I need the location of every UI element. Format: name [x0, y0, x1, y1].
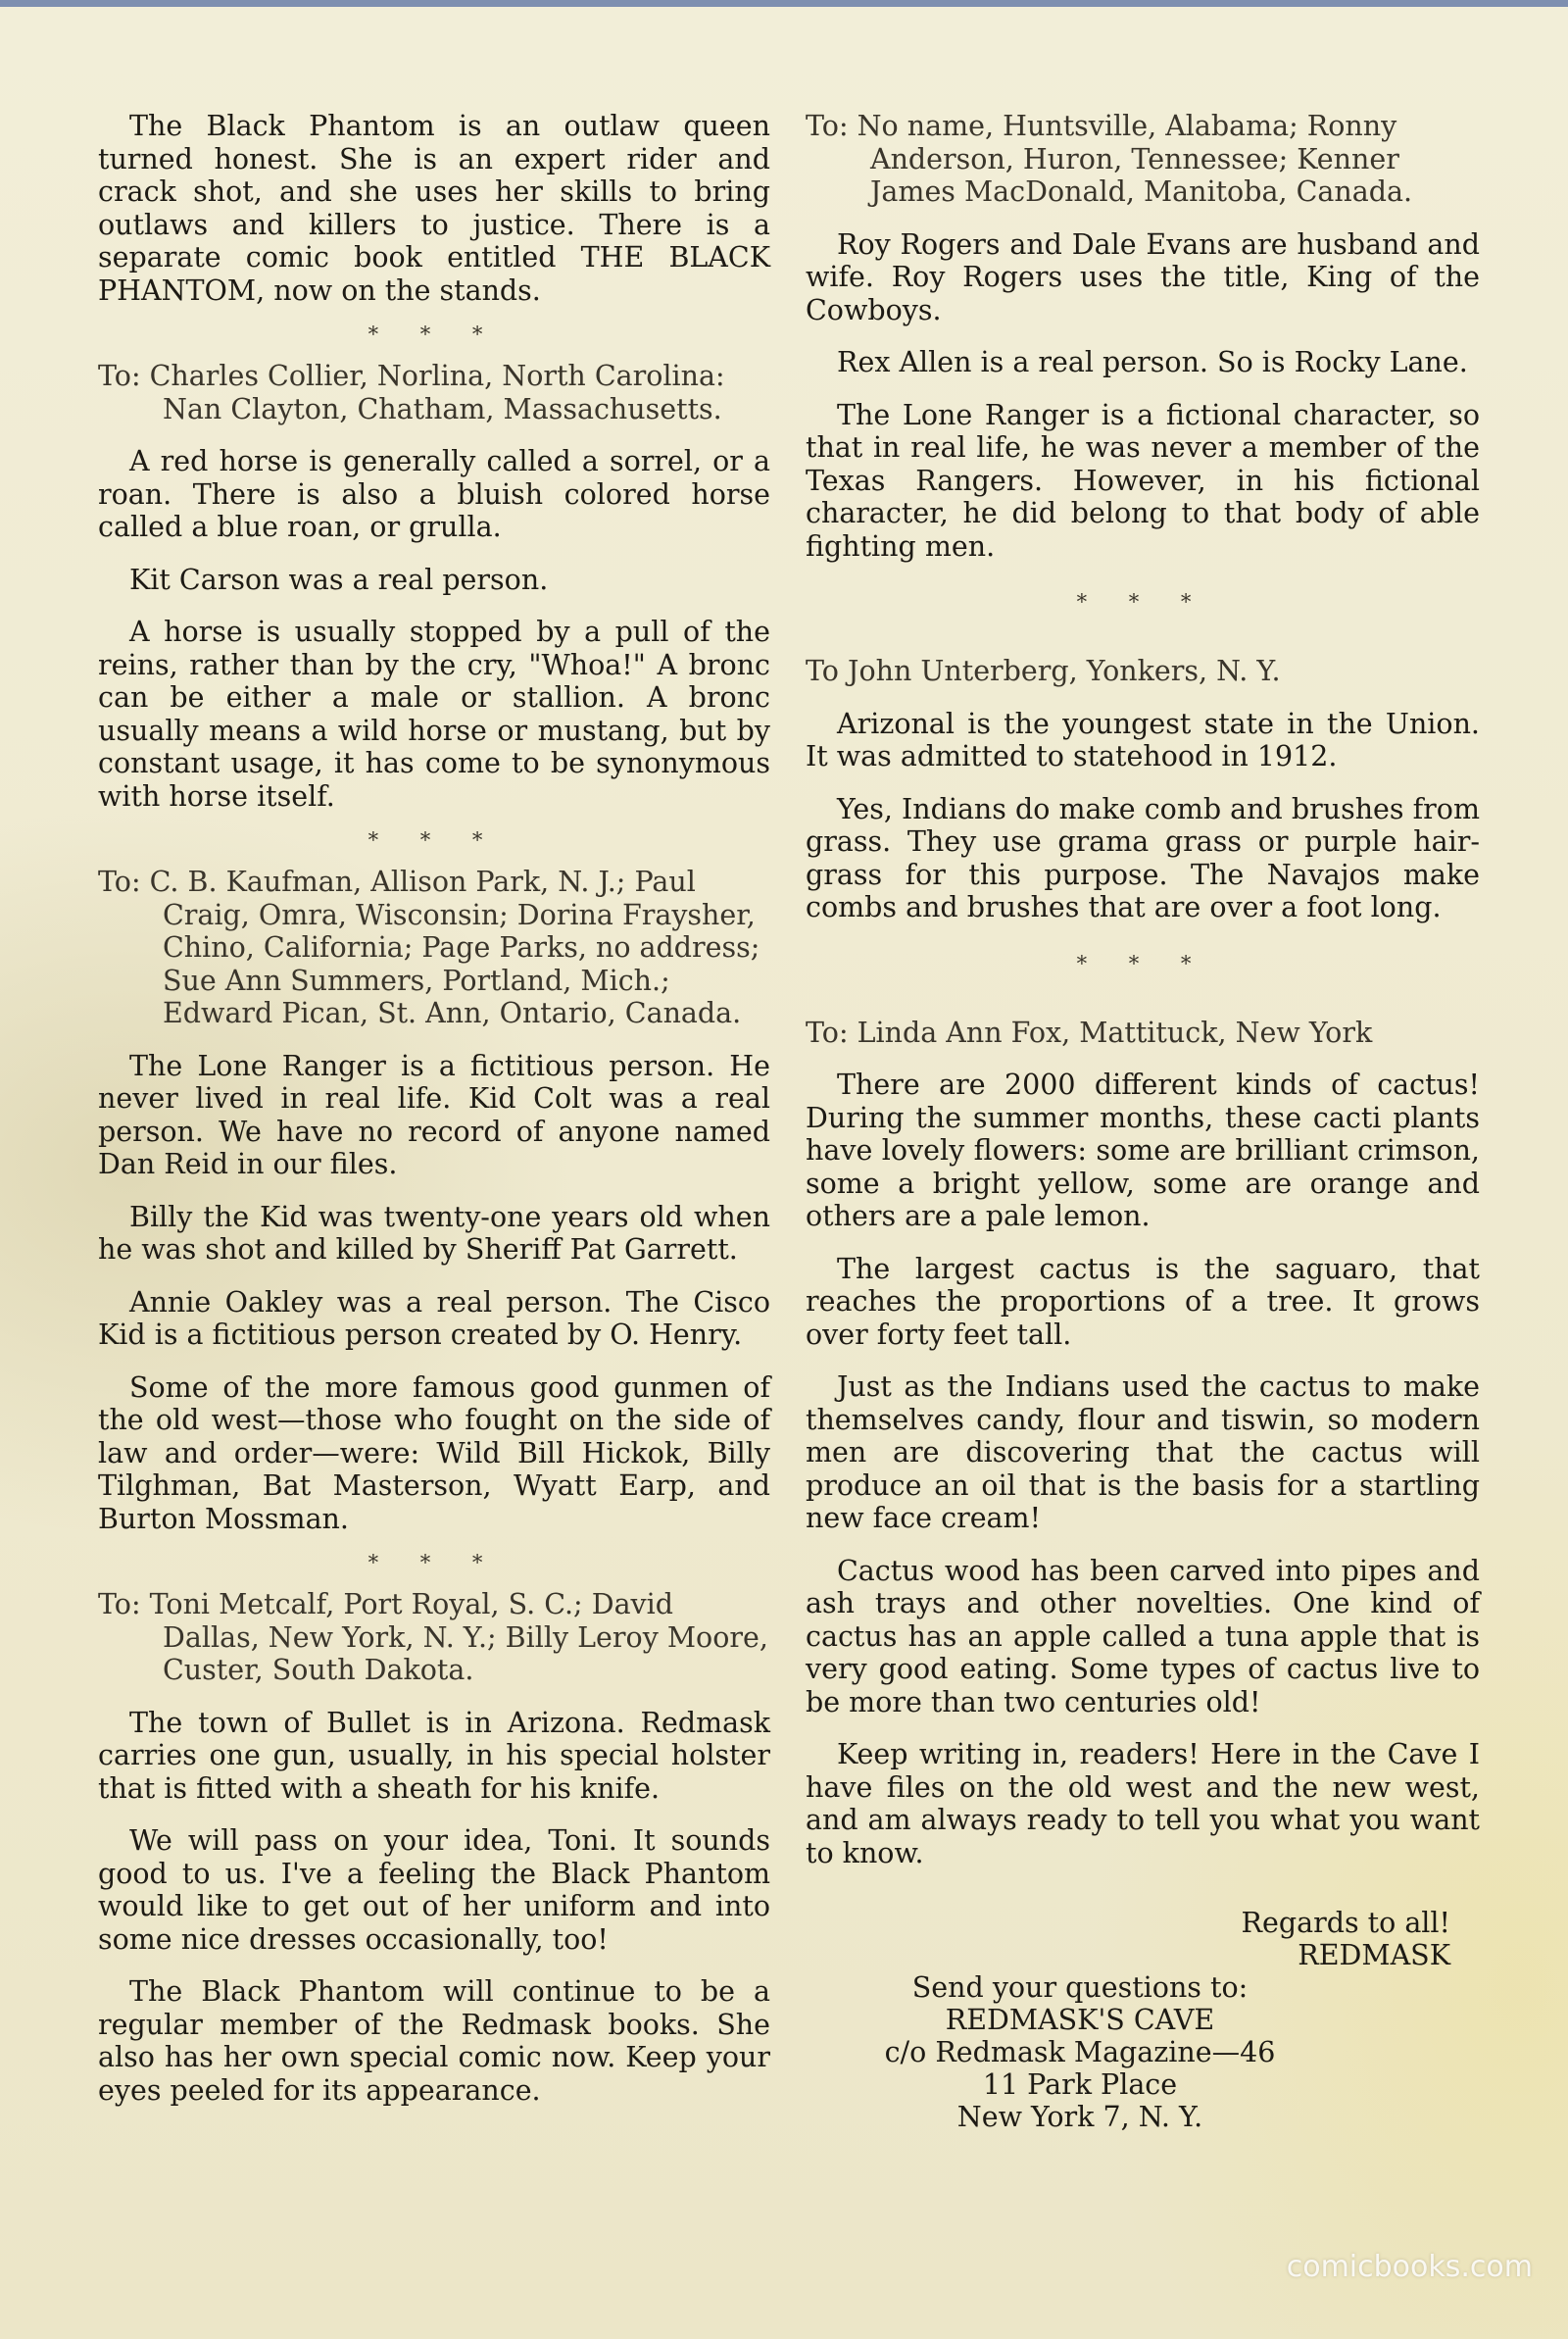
paragraph-bronc: A horse is usually stopped by a pull of the reins, rather than by the cry, "Whoa!" A bronc can be either a male or stallion. A bronc usually means a wild horse or mustang, but by constant usage, it has come to be synonymous with horse itself. — [98, 616, 770, 813]
paragraph-saguaro: The largest cactus is the saguaro, that reaches the proportions of a tree. It grows over forty feet tall. — [806, 1252, 1480, 1351]
page-top-edge — [0, 0, 1568, 7]
letter-recipients: To: Charles Collier, Norlina, North Carolina: Nan Clayton, Chatham, Massachusetts. — [98, 360, 725, 425]
paragraph-arizona: Arizonal is the youngest state in the Union. It was admitted to statehood in 1912. — [806, 707, 1480, 772]
letter-recipients: To: Toni Metcalf, Port Royal, S. C.; David Dallas, New York, N. Y.; Billy Leroy Moore, Custer, South Dakota. — [98, 1588, 768, 1686]
paragraph-indian-combs: Yes, Indians do make comb and brushes from grass. They use grama grass or purple hair-grass for this purpose. The Navajos make combs and brushes that are over a foot long. — [806, 792, 1480, 923]
paragraph-black-phantom: The Black Phantom is an outlaw queen turned honest. She is an expert rider and crack shot, and she uses her skills to bring outlaws and killers to justice. There is a separate comic book entitled THE BLACK PHANTOM, now on the stands. — [98, 110, 770, 307]
address-street: 11 Park Place — [982, 2068, 1178, 2101]
address-name: REDMASK'S CAVE — [945, 2004, 1215, 2036]
regards-line: Regards to all! — [1241, 1907, 1450, 1939]
sign-off — [806, 1907, 1480, 2133]
paragraph-black-phantom-continue: The Black Phantom will continue to be a regular member of the Redmask books. She also has her own special comic now. Keep your eyes peeled for its appearance. — [98, 1975, 770, 2107]
mailing-address — [845, 1971, 1315, 2133]
section-separator: * * * — [368, 828, 501, 852]
section-separator: * * * — [368, 1551, 501, 1574]
paragraph-billy-the-kid: Billy the Kid was twenty-one years old when he was shot and killed by Sheriff Pat Garrett. — [98, 1200, 770, 1266]
paragraph-red-horse: A red horse is generally called a sorrel, or a roan. There is also a bluish colored horse called a blue roan, or grulla. — [98, 445, 770, 543]
right-column — [806, 110, 1480, 2133]
paragraph-bullet-town: The town of Bullet is in Arizona. Redmask carries one gun, usually, in his special holster that is fitted with a sheath for his knife. — [98, 1706, 770, 1805]
section-separator: * * * — [1076, 951, 1209, 975]
paragraph-annie-oakley: Annie Oakley was a real person. The Cisco Kid is a fictitious person created by O. Henry. — [98, 1285, 770, 1351]
section-separator: * * * — [368, 323, 501, 346]
left-column — [98, 110, 770, 2126]
address-city: New York 7, N. Y. — [956, 2101, 1203, 2133]
paragraph-keep-writing: Keep writing in, readers! Here in the Cave I have files on the old west and the new west, and am always ready to tell you what you want to know. — [806, 1738, 1480, 1869]
site-watermark: comicbooks.com — [1286, 2250, 1533, 2284]
letter-recipients: To: No name, Huntsville, Alabama; Ronny Anderson, Huron, Tennessee; Kenner James MacDonald, Manitoba, Canada. — [806, 110, 1413, 208]
signature: REDMASK — [1298, 1939, 1450, 1971]
paragraph-cactus-wood: Cactus wood has been carved into pipes and ash trays and other novelties. One kind of cactus has an apple called a tuna apple that is very good eating. Some types of cactus live to be more than two centuries old! — [806, 1554, 1480, 1718]
paragraph-kit-carson: Kit Carson was a real person. — [129, 563, 549, 596]
paragraph-cactus-uses: Just as the Indians used the cactus to make themselves candy, flour and tiswin, so modern men are discovering that the cactus will produce an oil that is the basis for a startling new face cream! — [806, 1370, 1480, 1534]
paragraph-lone-ranger: The Lone Ranger is a fictitious person. He never lived in real life. Kid Colt was a real person. We have no record of anyone named Dan Reid in our files. — [98, 1049, 770, 1180]
letter-recipients: To: Linda Ann Fox, Mattituck, New York — [806, 1016, 1373, 1049]
letter-recipients: To John Unterberg, Yonkers, N. Y. — [806, 655, 1281, 687]
address-care-of: c/o Redmask Magazine—46 — [884, 2036, 1276, 2068]
paragraph-roy-rogers: Roy Rogers and Dale Evans are husband and wife. Roy Rogers uses the title, King of the Cowboys. — [806, 227, 1480, 326]
paragraph-gunmen: Some of the more famous good gunmen of the old west—those who fought on the side of law and order—were: Wild Bill Hickok, Billy Tilghman, Bat Masterson, Wyatt Earp, and Burton Mossman. — [98, 1370, 770, 1535]
paragraph-cactus-kinds: There are 2000 different kinds of cactus! During the summer months, these cacti plants have lovely flowers: some are brilliant crimson, some a bright yellow, some are orange and others are a pale lemon. — [806, 1069, 1480, 1232]
letter-recipients: To: C. B. Kaufman, Allison Park, N. J.; Paul Craig, Omra, Wisconsin; Dorina Fraysher, Chino, California; Page Parks, no address; Sue Ann Summers, Portland, Mich.; Edward Pican, St. Ann, Ontario, Canada. — [98, 866, 760, 1029]
paragraph-rex-allen: Rex Allen is a real person. So is Rocky Lane. — [837, 346, 1468, 378]
send-instruction: Send your questions to: — [911, 1971, 1249, 2004]
paragraph-toni-idea: We will pass on your idea, Toni. It sounds good to us. I've a feeling the Black Phantom would like to get out of her uniform and into some nice dresses occasionally, too! — [98, 1824, 770, 1956]
paragraph-lone-ranger-fictional: The Lone Ranger is a fictional character, so that in real life, he was never a member of the Texas Rangers. However, in his fictional character, he did belong to that body of able fighting men. — [806, 398, 1480, 563]
section-separator: * * * — [1076, 590, 1209, 614]
